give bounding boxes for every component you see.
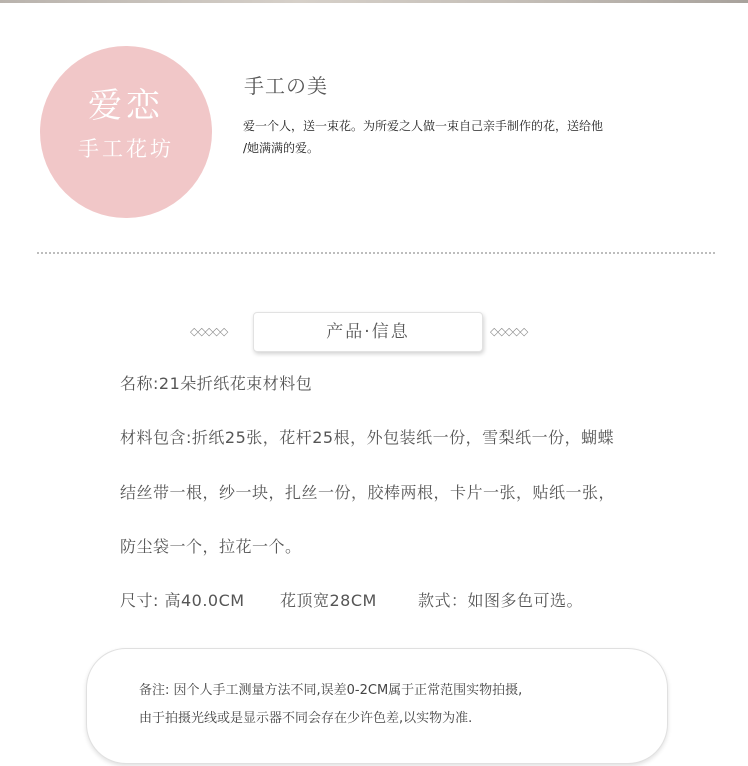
- brand-badge-subtitle: 手工花坊: [78, 137, 174, 161]
- product-name: 名称:21朵折纸花束材料包: [120, 374, 313, 393]
- note-line-1: 备注: 因个人手工测量方法不同,误差0-2CM属于正常范围实物拍摄,: [139, 683, 523, 698]
- dotted-divider: [37, 252, 715, 254]
- materials-line-3: 防尘袋一个，拉花一个。: [120, 537, 302, 556]
- section-title-box: [253, 312, 483, 352]
- materials-line-2: 结丝带一根，纱一块，扎丝一份，胶棒两根，卡片一张，贴纸一张，: [120, 483, 616, 502]
- section-header: [0, 312, 748, 352]
- intro-text-line-1: 爱一个人，送一束花。为所爱之人做一束自己亲手制作的花，送给他: [243, 119, 604, 133]
- style-options: 款式：如图多色可选。: [418, 591, 584, 610]
- right-diamond-ornament: ◇◇◇◇◇: [490, 325, 528, 338]
- size-height: 尺寸: 高40.0CM: [120, 591, 245, 610]
- note-line-2: 由于拍摄光线或是显示器不同会存在少许色差,以实物为准.: [139, 711, 473, 726]
- top-photo-strip: [0, 0, 748, 3]
- intro-title: 手工の美: [244, 74, 328, 98]
- brand-badge: [40, 46, 212, 218]
- brand-badge-title: 爱恋: [88, 86, 164, 126]
- section-title: 产品·信息: [326, 322, 410, 342]
- left-diamond-ornament: ◇◇◇◇◇: [190, 325, 228, 338]
- size-top-width: 花顶宽28CM: [280, 591, 377, 610]
- materials-line-1: 材料包含:折纸25张，花杆25根，外包装纸一份，雪梨纸一份，蝴蝶: [120, 428, 615, 447]
- intro-text-line-2: /她满满的爱。: [243, 141, 320, 155]
- size-style-row: [120, 589, 680, 613]
- intro-text: [243, 115, 663, 159]
- note-box: [86, 648, 668, 764]
